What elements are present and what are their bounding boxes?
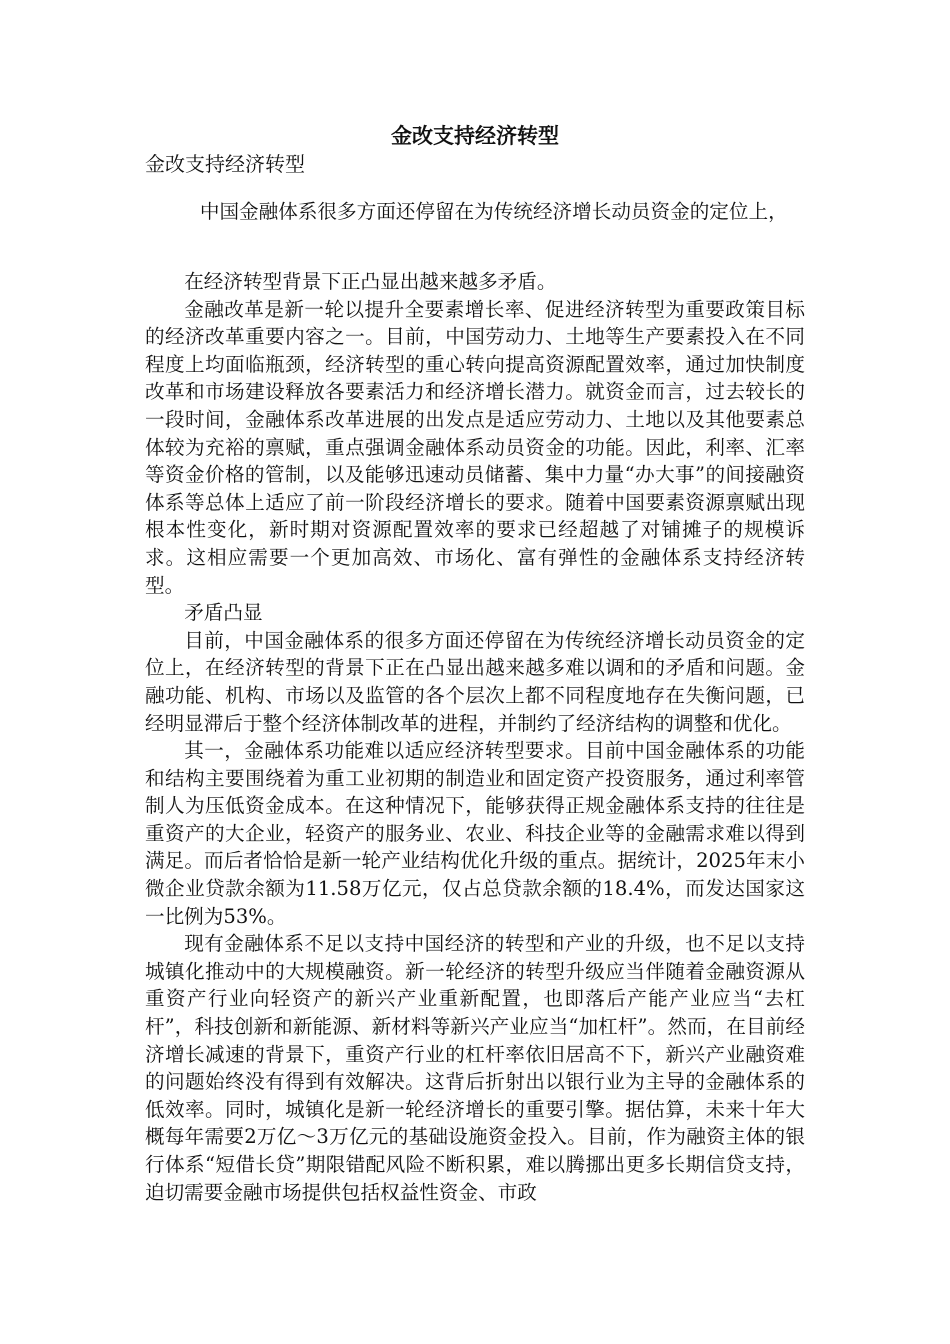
body-text (145, 268, 805, 1206)
paragraph-finance-reform: 金融改革是新一轮以提升全要素增长率、促进经济转型为重要政策目标的经济改革重要内容之一。目前，中国劳动力、土地等生产要素投入在不同程度上均面临瓶颈，经济转型的重心转向提高资源配置效率，通过加快制度改革和市场建设释放各要素活力和经济增长潜力。就资金而言，过去较长的一段时间，金融体系改革进展的出发点是适应劳动力、土地以及其他要素总体较为充裕的禀赋，重点强调金融体系动员资金的功能。因此，利率、汇率等资金价格的管制，以及能够迅速动员储蓄、集中力量“办大事”的间接融资体系等总体上适应了前一阶段经济增长的要求。随着中国要素资源禀赋出现根本性变化，新时期对资源配置效率的要求已经超越了对铺摊子的规模诉求。这相应需要一个更加高效、市场化、富有弹性的金融体系支持经济转型。 (145, 297, 805, 597)
paragraph-urbanization: 现有金融体系不足以支持中国经济的转型和产业的升级，也不足以支持城镇化推动中的大规模融资。新一轮经济的转型升级应当伴随着金融资源从重资产行业向轻资产的新兴产业重新配置，也即落后产能产业应当“去杠杆”，科技创新和新能源、新材料等新兴产业应当“加杠杆”。然而，在目前经济增长减速的背景下，重资产行业的杠杆率依旧居高不下，新兴产业融资难的问题始终没有得到有效解决。这背后折射出以银行业为主导的金融体系的低效率。同时，城镇化是新一轮经济增长的重要引擎。据估算，未来十年大概每年需要2万亿～3万亿元的基础设施资金投入。目前，作为融资主体的银行体系“短借长贷”期限错配风险不断积累，难以腾挪出更多长期信贷支持，迫切需要金融市场提供包括权益性资金、市政 (145, 932, 805, 1204)
document-subtitle: 金改支持经济转型 (145, 152, 305, 176)
section-heading-contradictions: 矛盾凸显 (184, 601, 263, 625)
document-title: 金改支持经济转型 (391, 123, 559, 148)
paragraph-point-one: 其一，金融体系功能难以适应经济转型要求。目前中国金融体系的功能和结构主要围绕着为重工业初期的制造业和固定资产投资服务，通过利率管制人为压低资金成本。在这种情况下，能够获得正规金融体系支持的往往是重资产的大企业，轻资产的服务业、农业、科技企业等的金融需求难以得到满足。而后者恰恰是新一轮产业结构优化升级的重点。据统计，2025年末小微企业贷款余额为11.58万亿元，仅占总贷款余额的18.4%，而发达国家这一比例为53%。 (145, 739, 805, 928)
lead-block (145, 198, 805, 226)
paragraph-contradictions: 目前，中国金融体系的很多方面还停留在为传统经济增长动员资金的定位上，在经济转型的背景下正在凸显出越来越多难以调和的矛盾和问题。金融功能、机构、市场以及监管的各个层次上都不同程度地存在失衡问题，已经明显滞后于整个经济体制改革的进程，并制约了经济结构的调整和优化。 (145, 628, 805, 735)
paragraph-intro: 在经济转型背景下正凸显出越来越多矛盾。 (184, 270, 557, 293)
lead-paragraph: 中国金融体系很多方面还停留在为传统经济增长动员资金的定位上， (199, 200, 788, 223)
